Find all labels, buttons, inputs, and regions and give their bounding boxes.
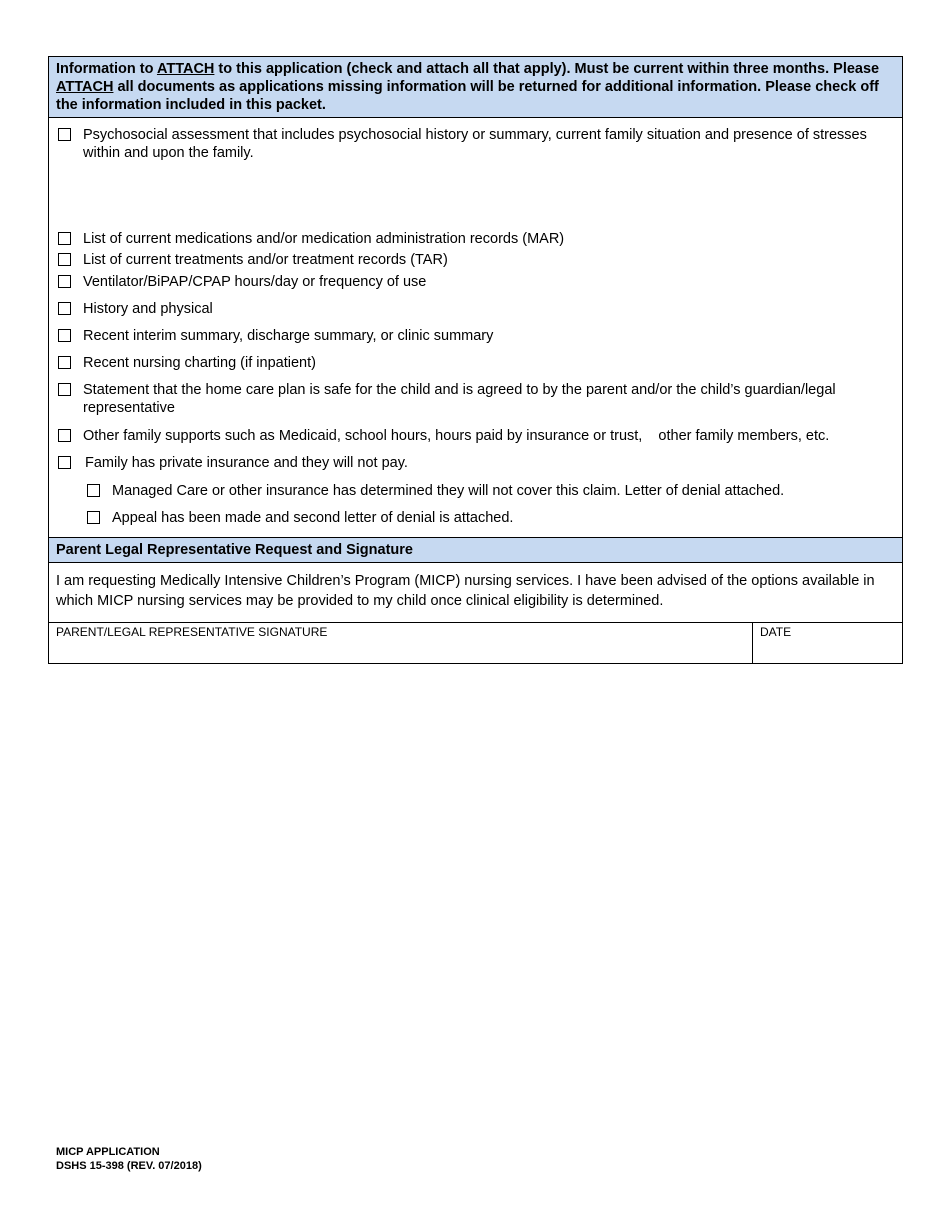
checkbox-appeal[interactable]: [87, 511, 100, 524]
checklist-item-denial-letter[interactable]: [49, 482, 902, 500]
checklist-item-ventilator[interactable]: [49, 273, 902, 291]
attach-instructions-header: [49, 57, 902, 118]
form-number: DSHS 15-398 (REV. 07/2018): [56, 1160, 202, 1172]
insurance-subitems: [49, 476, 902, 530]
attachment-checklist-form: [48, 56, 903, 664]
signature-field[interactable]: [49, 623, 753, 663]
signature-row: [49, 623, 902, 663]
checklist-item-psychosocial[interactable]: [49, 126, 902, 162]
request-statement: I am requesting Medically Intensive Children’s Program (MICP) nursing services. I have been advised of the options available in which MICP nursing services may be provided to my child once clinical eligibility is determined.: [49, 563, 902, 623]
checklist-item-label: List of current medications and/or medication administration records (MAR): [83, 231, 565, 247]
spacer: [49, 530, 902, 537]
checkbox-treatments[interactable]: [58, 253, 71, 266]
checklist-item-private-insurance[interactable]: [49, 454, 902, 472]
attach-text-3: all documents as applications missing information will be returned for additional information. Please check off the information included in this packet.: [56, 79, 879, 113]
checklist-item-nursing-charting[interactable]: [49, 354, 902, 372]
date-label: DATE: [760, 625, 792, 639]
attachment-checklist: [49, 118, 902, 476]
checkbox-home-care-plan[interactable]: [58, 383, 71, 396]
attach-emphasis-1: ATTACH: [156, 61, 215, 77]
form-name: MICP APPLICATION: [56, 1146, 160, 1158]
checklist-item-label: Appeal has been made and second letter of denial is attached.: [112, 510, 514, 526]
checkbox-family-supports[interactable]: [58, 429, 71, 442]
date-field[interactable]: [753, 623, 902, 663]
checklist-item-treatments[interactable]: [49, 251, 902, 269]
checklist-item-label: Recent nursing charting (if inpatient): [83, 355, 316, 371]
checklist-item-label: Family has private insurance and they will not pay.: [85, 455, 408, 471]
checkbox-denial-letter[interactable]: [87, 484, 100, 497]
checklist-item-label: Ventilator/BiPAP/CPAP hours/day or frequency of use: [83, 274, 427, 290]
checklist-item-history-physical[interactable]: [49, 300, 902, 318]
signature-label: PARENT/LEGAL REPRESENTATIVE SIGNATURE: [56, 625, 328, 639]
checklist-item-label: Recent interim summary, discharge summary, or clinic summary: [83, 328, 494, 344]
checklist-item-label: List of current treatments and/or treatment records (TAR): [83, 252, 448, 268]
checklist-item-home-care-plan[interactable]: [49, 381, 902, 417]
attach-emphasis-2: ATTACH: [56, 79, 114, 95]
signature-section-header: Parent Legal Representative Request and Signature: [49, 537, 902, 563]
checkbox-medications[interactable]: [58, 232, 71, 245]
form-footer: [56, 1145, 202, 1173]
checkbox-summary[interactable]: [58, 329, 71, 342]
attach-text-2: to this application (check and attach all that apply). Must be current within three months. Please: [214, 61, 880, 77]
checklist-item-family-supports[interactable]: [49, 427, 902, 445]
checkbox-private-insurance[interactable]: [58, 456, 71, 469]
checkbox-psychosocial[interactable]: [58, 128, 71, 141]
checkbox-nursing-charting[interactable]: [58, 356, 71, 369]
checklist-item-label: Psychosocial assessment that includes psychosocial history or summary, current family situation and presence of stresses within and upon the family.: [83, 127, 867, 161]
checklist-item-label: Other family supports such as Medicaid, school hours, hours paid by insurance or trust, other family members, etc.: [83, 428, 830, 444]
checklist-item-label: Managed Care or other insurance has determined they will not cover this claim. Letter of denial attached.: [112, 483, 785, 499]
checklist-item-medications[interactable]: [49, 230, 902, 248]
checkbox-history-physical[interactable]: [58, 302, 71, 315]
checklist-item-summary[interactable]: [49, 327, 902, 345]
checklist-item-appeal[interactable]: [49, 509, 902, 527]
attach-text-1: Information to: [56, 61, 157, 77]
checklist-item-label: History and physical: [83, 301, 213, 317]
checklist-item-label: Statement that the home care plan is safe for the child and is agreed to by the parent and/or the child’s guardian/legal representative: [83, 382, 836, 416]
checkbox-ventilator[interactable]: [58, 275, 71, 288]
